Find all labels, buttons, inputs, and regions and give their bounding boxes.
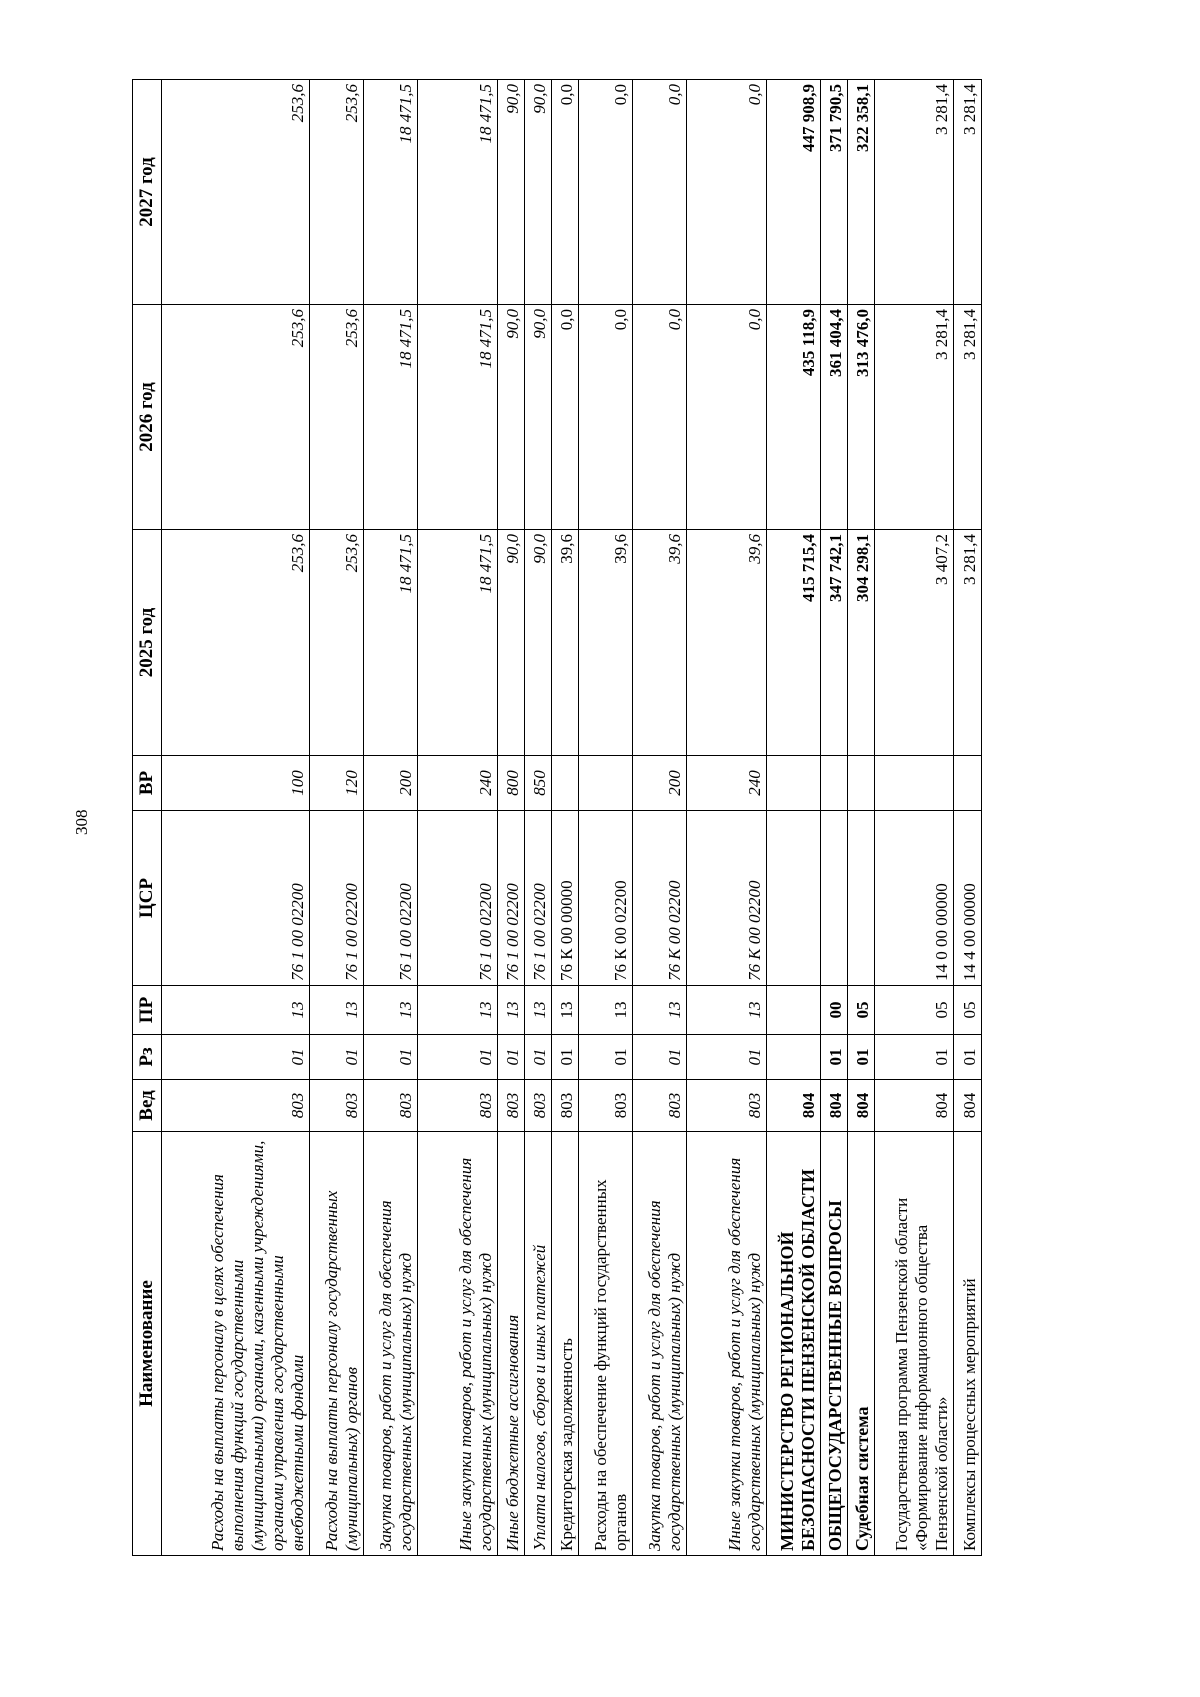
row-2025-value: 3 407,2	[875, 530, 954, 756]
row-vr-cell: 240	[418, 756, 498, 811]
table-row	[687, 80, 767, 1556]
row-2027-value: 0,0	[633, 80, 687, 305]
row-name-cell: Судебная система	[848, 1132, 875, 1556]
row-vr-cell: 120	[310, 756, 364, 811]
header-rz: Рз	[133, 1035, 162, 1080]
table-body	[162, 80, 982, 1556]
row-pr-cell: 13	[687, 986, 767, 1035]
row-2027-value: 90,0	[525, 80, 552, 305]
row-2026-value: 3 281,4	[875, 305, 954, 530]
row-2026-value: 361 404,4	[821, 305, 848, 530]
row-ved-cell: 803	[498, 1080, 525, 1132]
header-csr: ЦСР	[133, 811, 162, 986]
row-pr-cell: 05	[954, 986, 982, 1035]
row-ved-cell: 803	[364, 1080, 418, 1132]
row-vr-cell	[954, 756, 982, 811]
row-csr-cell: 76 К 00 02200	[579, 811, 633, 986]
row-csr-cell: 76 1 00 02200	[525, 811, 552, 986]
row-pr-cell: 00	[821, 986, 848, 1035]
row-name-cell: Кредиторская задолженность	[552, 1132, 579, 1556]
row-pr-cell	[767, 986, 821, 1035]
row-pr-cell: 13	[525, 986, 552, 1035]
row-rz-cell: 01	[579, 1035, 633, 1080]
row-vr-cell	[767, 756, 821, 811]
row-rz-cell: 01	[364, 1035, 418, 1080]
row-ved-cell: 803	[633, 1080, 687, 1132]
row-vr-cell	[875, 756, 954, 811]
row-ved-cell: 803	[525, 1080, 552, 1132]
row-rz-cell: 01	[525, 1035, 552, 1080]
row-2027-value: 0,0	[687, 80, 767, 305]
row-name-cell: Расходы на выплаты персоналу в целях обеспечения выполнения функций государственными (муниципальными) органами, казенными учреждениями, органами управления государственными внебюджетными фондами	[162, 1132, 310, 1556]
row-rz-cell: 01	[954, 1035, 982, 1080]
row-name-cell: Расходы на выплаты персоналу государственных (муниципальных) органов	[310, 1132, 364, 1556]
row-2027-value: 18 471,5	[418, 80, 498, 305]
row-vr-cell	[821, 756, 848, 811]
table-row	[525, 80, 552, 1556]
row-vr-cell	[579, 756, 633, 811]
table-row	[875, 80, 954, 1556]
row-2027-value: 0,0	[552, 80, 579, 305]
row-2026-value: 435 118,9	[767, 305, 821, 530]
row-name-cell: Государственная программа Пензенской области «Формирование информационного общества Пензенской области»	[875, 1132, 954, 1556]
page-number: 308	[72, 809, 91, 835]
row-csr-cell	[767, 811, 821, 986]
row-2026-value: 0,0	[552, 305, 579, 530]
row-pr-cell: 13	[162, 986, 310, 1035]
row-name-cell: ОБЩЕГОСУДАРСТВЕННЫЕ ВОПРОСЫ	[821, 1132, 848, 1556]
row-ved-cell: 803	[310, 1080, 364, 1132]
row-2025-value: 18 471,5	[364, 530, 418, 756]
row-2027-value: 253,6	[310, 80, 364, 305]
row-csr-cell	[821, 811, 848, 986]
row-2026-value: 253,6	[310, 305, 364, 530]
table-row	[498, 80, 525, 1556]
header-2027: 2027 год	[133, 80, 162, 305]
table-row	[162, 80, 310, 1556]
row-2026-value: 18 471,5	[364, 305, 418, 530]
row-rz-cell: 01	[310, 1035, 364, 1080]
row-rz-cell: 01	[552, 1035, 579, 1080]
row-vr-cell: 200	[364, 756, 418, 811]
row-vr-cell: 850	[525, 756, 552, 811]
row-2025-value: 39,6	[552, 530, 579, 756]
row-rz-cell: 01	[498, 1035, 525, 1080]
row-ved-cell: 804	[848, 1080, 875, 1132]
row-name-cell: Иные закупки товаров, работ и услуг для обеспечения государственных (муниципальных) нужд	[687, 1132, 767, 1556]
table-row	[364, 80, 418, 1556]
row-2027-value: 371 790,5	[821, 80, 848, 305]
row-ved-cell: 803	[552, 1080, 579, 1132]
table-row	[310, 80, 364, 1556]
row-2026-value: 3 281,4	[954, 305, 982, 530]
row-2026-value: 313 476,0	[848, 305, 875, 530]
row-rz-cell: 01	[687, 1035, 767, 1080]
header-pr: ПР	[133, 986, 162, 1035]
row-rz-cell: 01	[162, 1035, 310, 1080]
header-name: Наименование	[133, 1132, 162, 1556]
row-pr-cell: 13	[418, 986, 498, 1035]
row-name-cell: Закупка товаров, работ и услуг для обеспечения государственных (муниципальных) нужд	[364, 1132, 418, 1556]
row-2027-value: 0,0	[579, 80, 633, 305]
row-2025-value: 39,6	[579, 530, 633, 756]
row-csr-cell	[848, 811, 875, 986]
row-rz-cell: 01	[821, 1035, 848, 1080]
budget-table-rotated-page	[132, 80, 982, 1556]
row-ved-cell: 803	[687, 1080, 767, 1132]
row-csr-cell: 76 1 00 02200	[364, 811, 418, 986]
table-row	[633, 80, 687, 1556]
row-2025-value: 39,6	[687, 530, 767, 756]
row-2025-value: 3 281,4	[954, 530, 982, 756]
row-pr-cell: 13	[552, 986, 579, 1035]
row-rz-cell: 01	[633, 1035, 687, 1080]
row-rz-cell: 01	[418, 1035, 498, 1080]
row-rz-cell: 01	[848, 1035, 875, 1080]
row-vr-cell: 200	[633, 756, 687, 811]
table-row	[418, 80, 498, 1556]
row-ved-cell: 804	[821, 1080, 848, 1132]
row-2027-value: 3 281,4	[954, 80, 982, 305]
row-ved-cell: 804	[875, 1080, 954, 1132]
table-row	[579, 80, 633, 1556]
row-pr-cell: 13	[364, 986, 418, 1035]
table-row	[821, 80, 848, 1556]
row-csr-cell: 76 1 00 02200	[418, 811, 498, 986]
row-2025-value: 90,0	[525, 530, 552, 756]
row-2025-value: 253,6	[162, 530, 310, 756]
row-2025-value: 90,0	[498, 530, 525, 756]
row-2026-value: 253,6	[162, 305, 310, 530]
row-2026-value: 0,0	[579, 305, 633, 530]
row-csr-cell: 76 1 00 02200	[162, 811, 310, 986]
row-2025-value: 253,6	[310, 530, 364, 756]
row-2026-value: 18 471,5	[418, 305, 498, 530]
row-vr-cell: 240	[687, 756, 767, 811]
row-2027-value: 322 358,1	[848, 80, 875, 305]
row-csr-cell: 76 К 00 02200	[687, 811, 767, 986]
row-vr-cell: 800	[498, 756, 525, 811]
row-2025-value: 39,6	[633, 530, 687, 756]
row-rz-cell: 01	[875, 1035, 954, 1080]
row-pr-cell: 13	[633, 986, 687, 1035]
row-name-cell: Иные бюджетные ассигнования	[498, 1132, 525, 1556]
row-csr-cell: 76 К 00 02200	[633, 811, 687, 986]
row-vr-cell	[552, 756, 579, 811]
row-2026-value: 90,0	[525, 305, 552, 530]
header-vr: ВР	[133, 756, 162, 811]
row-ved-cell: 803	[418, 1080, 498, 1132]
row-ved-cell: 803	[579, 1080, 633, 1132]
row-pr-cell: 13	[310, 986, 364, 1035]
row-2027-value: 253,6	[162, 80, 310, 305]
header-ved: Вед	[133, 1080, 162, 1132]
row-vr-cell: 100	[162, 756, 310, 811]
row-vr-cell	[848, 756, 875, 811]
table-row	[552, 80, 579, 1556]
row-2026-value: 90,0	[498, 305, 525, 530]
row-2026-value: 0,0	[633, 305, 687, 530]
row-name-cell: МИНИСТЕРСТВО РЕГИОНАЛЬНОЙ БЕЗОПАСНОСТИ ПЕНЗЕНСКОЙ ОБЛАСТИ	[767, 1132, 821, 1556]
row-name-cell: Расходы на обеспечение функций государственных органов	[579, 1132, 633, 1556]
row-name-cell: Закупка товаров, работ и услуг для обеспечения государственных (муниципальных) нужд	[633, 1132, 687, 1556]
header-2026: 2026 год	[133, 305, 162, 530]
table-row	[954, 80, 982, 1556]
row-2025-value: 304 298,1	[848, 530, 875, 756]
row-2027-value: 18 471,5	[364, 80, 418, 305]
row-csr-cell: 76 1 00 02200	[498, 811, 525, 986]
row-2025-value: 415 715,4	[767, 530, 821, 756]
row-ved-cell: 804	[954, 1080, 982, 1132]
row-2027-value: 90,0	[498, 80, 525, 305]
row-pr-cell: 13	[498, 986, 525, 1035]
row-2027-value: 447 908,9	[767, 80, 821, 305]
row-pr-cell: 13	[579, 986, 633, 1035]
table-header-row	[133, 80, 162, 1556]
header-2025: 2025 год	[133, 530, 162, 756]
row-2027-value: 3 281,4	[875, 80, 954, 305]
row-name-cell: Комплексы процессных мероприятий	[954, 1132, 982, 1556]
row-2025-value: 347 742,1	[821, 530, 848, 756]
table-row	[848, 80, 875, 1556]
row-csr-cell: 14 4 00 00000	[954, 811, 982, 986]
row-name-cell: Уплата налогов, сборов и иных платежей	[525, 1132, 552, 1556]
row-rz-cell	[767, 1035, 821, 1080]
row-csr-cell: 76 1 00 02200	[310, 811, 364, 986]
row-ved-cell: 803	[162, 1080, 310, 1132]
row-name-cell: Иные закупки товаров, работ и услуг для обеспечения государственных (муниципальных) нужд	[418, 1132, 498, 1556]
budget-table	[132, 79, 982, 1556]
row-csr-cell: 76 К 00 00000	[552, 811, 579, 986]
row-2025-value: 18 471,5	[418, 530, 498, 756]
row-2026-value: 0,0	[687, 305, 767, 530]
table-row	[767, 80, 821, 1556]
row-pr-cell: 05	[875, 986, 954, 1035]
row-pr-cell: 05	[848, 986, 875, 1035]
row-csr-cell: 14 0 00 00000	[875, 811, 954, 986]
row-ved-cell: 804	[767, 1080, 821, 1132]
